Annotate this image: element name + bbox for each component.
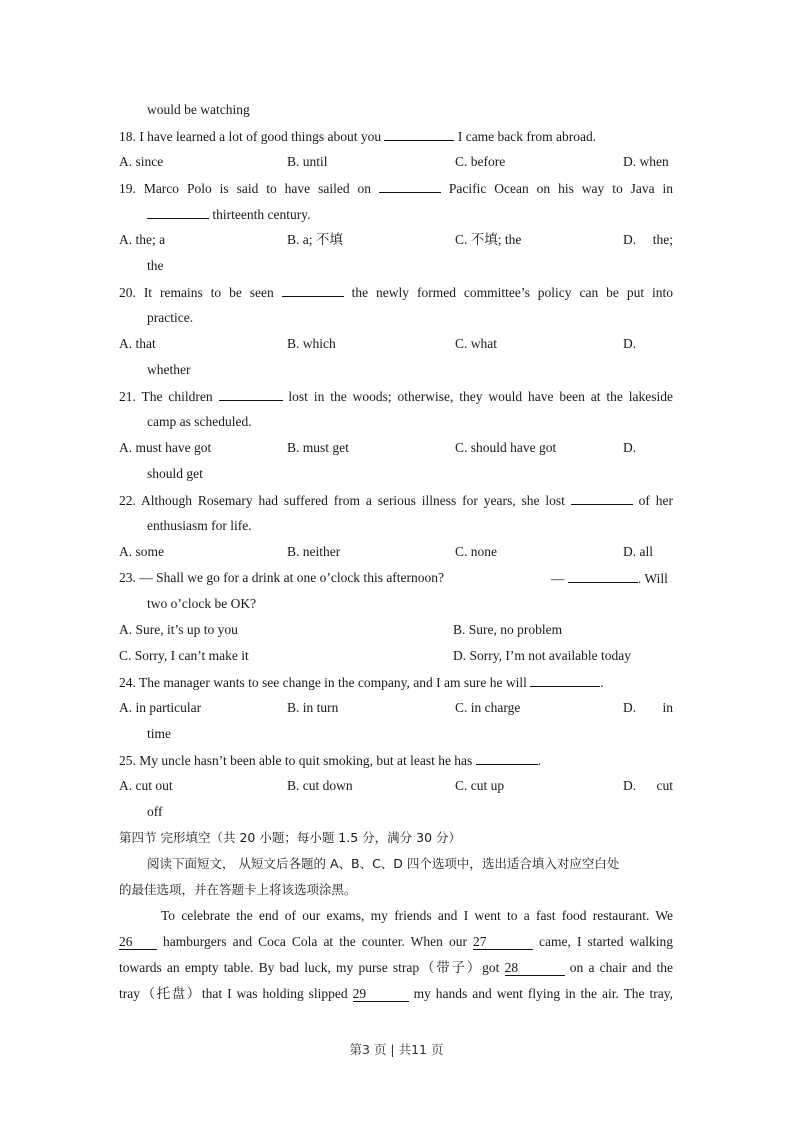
passage-line-3	[119, 960, 673, 976]
reply-segment	[551, 570, 668, 587]
section-instructions: 阅读下面短文， 从短文后各题的 A、B、C、D 四个选项中，选出适合填入对应空白处	[147, 856, 620, 871]
passage-text: on a chair and the	[569, 960, 673, 975]
option-b[interactable]: B. in turn	[287, 700, 339, 715]
blank-26[interactable]: 26	[119, 935, 157, 950]
question-24	[119, 674, 673, 691]
option-b[interactable]: B. until	[287, 154, 328, 169]
option-b[interactable]: B. must get	[287, 440, 349, 455]
option-text: the;	[652, 232, 673, 247]
passage-text: tray（托盘）that I was holding slipped	[119, 986, 348, 1001]
question-stem: Although Rosemary had suffered from a serious illness for years, she lost	[141, 493, 565, 508]
question-22-cont: enthusiasm for life.	[147, 518, 252, 533]
question-number: 20.	[119, 285, 136, 300]
option-d[interactable]	[623, 778, 673, 794]
option-text: in	[662, 700, 673, 715]
option-b[interactable]: B. cut down	[287, 778, 353, 793]
passage-text: my hands and went flying in the air. The tray,	[413, 986, 673, 1001]
option-d[interactable]	[623, 232, 673, 248]
page-footer: 第3 页 | 共11 页	[349, 1042, 444, 1057]
answer-blank[interactable]	[476, 752, 538, 765]
answer-blank[interactable]	[379, 180, 441, 193]
option-a[interactable]: A. since	[119, 154, 164, 169]
question-19	[119, 180, 673, 197]
answer-blank[interactable]	[282, 284, 344, 297]
options-18	[119, 154, 673, 170]
passage-line-4	[119, 986, 673, 1002]
question-19-cont	[147, 206, 673, 223]
blank-29[interactable]: 29	[353, 987, 409, 1002]
question-stem: — Shall we go for a drink at one o’clock this afternoon?	[139, 570, 445, 585]
section-instructions-cont: 的最佳选项，并在答题卡上将该选项涂黑。	[119, 882, 357, 897]
option-d-cont: whether	[147, 362, 191, 377]
option-letter: D.	[623, 700, 637, 715]
question-21	[119, 388, 673, 405]
option-c[interactable]: C. before	[455, 154, 506, 169]
section-heading: 第四节 完形填空（共 20 小题；每小题 1.5 分，满分 30 分）	[119, 830, 462, 845]
option-d[interactable]: D. when	[623, 154, 669, 169]
option-d-cont: the	[147, 258, 164, 273]
question-number: 21.	[119, 389, 136, 404]
passage-line-1: To celebrate the end of our exams, my friends and I went to a fast food restaurant. We	[161, 908, 673, 923]
question-number: 19.	[119, 181, 136, 196]
question-20	[119, 284, 673, 301]
passage-text: hamburgers and Coca Cola at the counter. When our	[163, 934, 467, 949]
option-a[interactable]: A. that	[119, 336, 156, 351]
question-number: 24.	[119, 675, 136, 690]
options-24	[119, 700, 673, 716]
question-18	[119, 128, 673, 145]
option-a[interactable]: A. some	[119, 544, 164, 559]
option-a[interactable]: A. the; a	[119, 232, 166, 247]
answer-blank[interactable]	[219, 388, 283, 401]
option-d[interactable]: D.	[623, 336, 637, 351]
answer-blank[interactable]	[571, 492, 633, 505]
question-number: 22.	[119, 493, 136, 508]
option-d[interactable]: D.	[623, 440, 637, 455]
question-stem: of her	[638, 493, 674, 508]
options-23-row2	[119, 648, 673, 664]
question-stem: lost in the woods; otherwise, they would have been at the lakeside	[288, 389, 673, 404]
dash: —	[551, 571, 565, 586]
question-stem: I came back from abroad.	[457, 129, 597, 144]
options-19	[119, 232, 673, 248]
options-23-row1	[119, 622, 673, 638]
option-a[interactable]: A. Sure, it’s up to you	[119, 622, 238, 637]
question-stem: Marco Polo is said to have sailed on	[143, 181, 371, 196]
question-23-cont: two o’clock be OK?	[147, 596, 257, 611]
option-c[interactable]: C. none	[455, 544, 497, 559]
blank-28[interactable]: 28	[505, 961, 565, 976]
question-number: 25.	[119, 753, 136, 768]
question-22	[119, 492, 673, 509]
answer-blank[interactable]	[530, 674, 600, 687]
option-b[interactable]: B. Sure, no problem	[453, 622, 563, 637]
question-stem: Pacific Ocean on his way to Java in	[448, 181, 674, 196]
options-25	[119, 778, 673, 794]
passage-line-2	[119, 934, 673, 950]
option-d[interactable]: D. Sorry, I’m not available today	[453, 648, 631, 663]
options-20	[119, 336, 673, 352]
option-a[interactable]: A. in particular	[119, 700, 202, 715]
option-d-cont: off	[147, 804, 163, 819]
option-c[interactable]: C. 不填; the	[455, 232, 522, 247]
option-text: cut	[656, 778, 673, 793]
option-letter: D.	[623, 232, 637, 247]
answer-blank[interactable]	[384, 128, 454, 141]
question-stem: The manager wants to see change in the company, and I am sure he will	[139, 675, 527, 690]
question-20-cont: practice.	[147, 310, 194, 325]
question-stem: .	[600, 675, 604, 690]
question-stem: I have learned a lot of good things about you	[139, 129, 382, 144]
carryover-option-text: would be watching	[147, 102, 250, 117]
question-25	[119, 752, 673, 769]
option-c[interactable]: C. in charge	[455, 700, 521, 715]
blank-27[interactable]: 27	[473, 935, 533, 950]
question-21-cont: camp as scheduled.	[147, 414, 252, 429]
option-b[interactable]: B. which	[287, 336, 336, 351]
question-number: 18.	[119, 129, 136, 144]
question-number: 23.	[119, 570, 136, 585]
option-a[interactable]: A. must have got	[119, 440, 212, 455]
question-stem: .	[537, 753, 542, 768]
answer-blank[interactable]	[147, 206, 209, 219]
passage-text: towards an empty table. By bad luck, my purse strap（带子）got	[119, 960, 500, 975]
question-stem: It remains to be seen	[143, 285, 274, 300]
option-a[interactable]: A. cut out	[119, 778, 173, 793]
question-stem: thirteenth century.	[212, 207, 311, 222]
option-d[interactable]	[623, 700, 673, 716]
options-21	[119, 440, 673, 456]
question-stem: The children	[141, 389, 213, 404]
option-b[interactable]: B. neither	[287, 544, 341, 559]
option-c[interactable]: C. Sorry, I can’t make it	[119, 648, 249, 663]
options-22	[119, 544, 673, 560]
answer-blank[interactable]	[568, 570, 638, 583]
option-d[interactable]: D. all	[623, 544, 653, 559]
question-stem: the newly formed committee’s policy can be put into	[351, 285, 673, 300]
option-d-cont: should get	[147, 466, 203, 481]
option-c[interactable]: C. cut up	[455, 778, 505, 793]
question-stem: My uncle hasn’t been able to quit smoking, but at least he has	[139, 753, 473, 768]
option-d-cont: time	[147, 726, 171, 741]
option-b[interactable]: B. a; 不填	[287, 232, 343, 247]
question-23	[119, 570, 673, 586]
option-c[interactable]: C. should have got	[455, 440, 557, 455]
question-stem: . Will	[637, 571, 668, 586]
passage-text: came, I started walking	[539, 934, 674, 949]
option-letter: D.	[623, 778, 637, 793]
option-c[interactable]: C. what	[455, 336, 497, 351]
